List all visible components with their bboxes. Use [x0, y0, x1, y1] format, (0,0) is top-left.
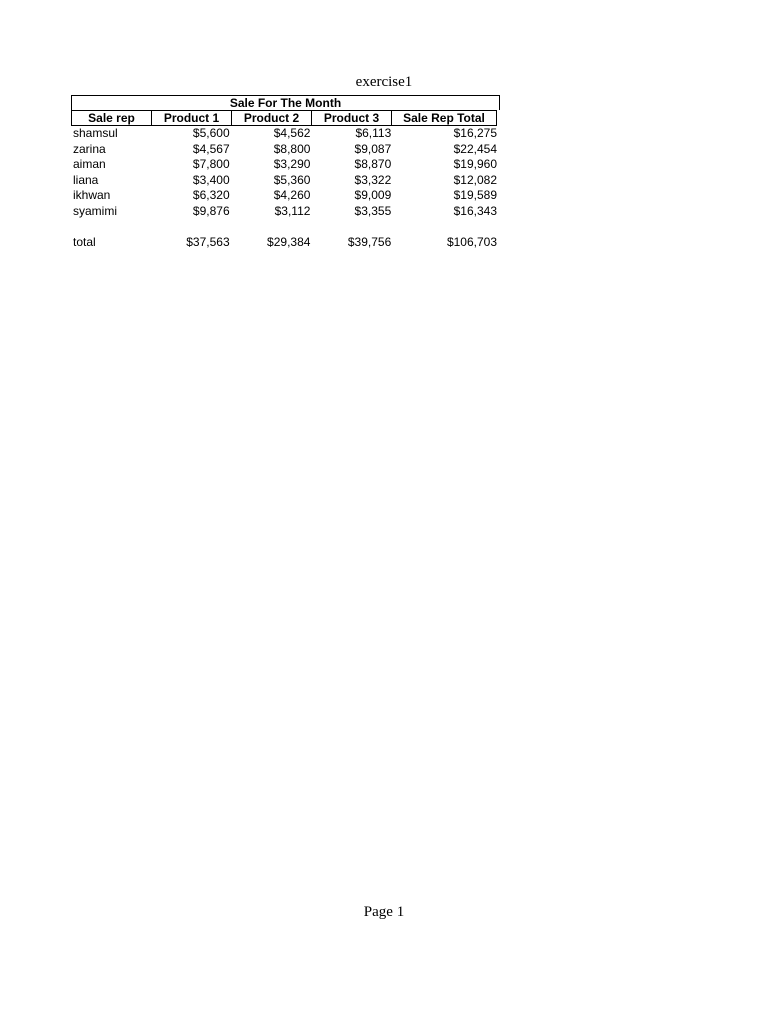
product-2-cell: $3,290 [273, 157, 311, 171]
product-1-cell: $3,400 [192, 172, 230, 187]
rep-name-cell: aiman [73, 157, 106, 171]
table-row [71, 173, 500, 189]
total-row [71, 235, 500, 251]
column-header-product-3: Product 3 [311, 110, 392, 126]
rep-name-cell: ikhwan [73, 188, 111, 202]
blank-row [71, 219, 500, 235]
column-header-sale-rep-total: Sale Rep Total [391, 110, 497, 126]
product-2-cell: $5,360 [273, 172, 311, 187]
column-header-product-1: Product 1 [151, 110, 232, 126]
sales-table [71, 95, 500, 250]
product-3-cell: $9,009 [354, 188, 392, 202]
table-header-row [71, 110, 500, 126]
rep-name-cell: liana [73, 172, 99, 187]
column-header-product-2: Product 2 [231, 110, 312, 126]
product-2-cell: $8,800 [273, 141, 311, 156]
product-2-total-cell: $29,384 [267, 234, 311, 249]
rep-total-cell: $19,960 [453, 157, 497, 171]
product-1-total-cell: $37,563 [186, 234, 230, 249]
product-2-cell: $3,112 [274, 203, 311, 218]
rep-total-cell: $12,082 [453, 172, 497, 187]
column-header-sale-rep: Sale rep [71, 110, 152, 126]
grand-total-cell: $106,703 [446, 234, 497, 249]
table-row [71, 157, 500, 173]
product-1-cell: $6,320 [192, 188, 230, 202]
product-3-cell: $3,322 [354, 172, 392, 187]
rep-total-cell: $19,589 [453, 188, 497, 202]
product-1-cell: $7,800 [192, 157, 230, 171]
product-3-cell: $8,870 [354, 157, 392, 171]
product-2-cell: $4,260 [273, 188, 311, 202]
total-label-cell: total [73, 234, 96, 249]
product-2-cell: $4,562 [273, 126, 311, 140]
product-3-cell: $9,087 [354, 141, 392, 156]
sheet-title: exercise1 [355, 74, 413, 90]
table-row [71, 204, 500, 220]
rep-total-cell: $16,343 [453, 203, 497, 218]
table-title: Sale For The Month [71, 95, 500, 110]
rep-name-cell: syamimi [73, 203, 117, 218]
rep-total-cell: $16,275 [453, 126, 497, 140]
product-3-cell: $3,355 [354, 203, 392, 218]
product-3-cell: $6,113 [355, 126, 392, 140]
product-1-cell: $4,567 [192, 141, 230, 156]
product-1-cell: $5,600 [192, 126, 230, 140]
table-row [71, 188, 500, 204]
page-number: Page 1 [363, 904, 405, 920]
table-row [71, 126, 500, 142]
rep-name-cell: shamsul [73, 126, 118, 140]
product-1-cell: $9,876 [192, 203, 230, 218]
rep-name-cell: zarina [73, 141, 106, 156]
table-row [71, 142, 500, 158]
product-3-total-cell: $39,756 [347, 234, 392, 249]
rep-total-cell: $22,454 [453, 141, 497, 156]
